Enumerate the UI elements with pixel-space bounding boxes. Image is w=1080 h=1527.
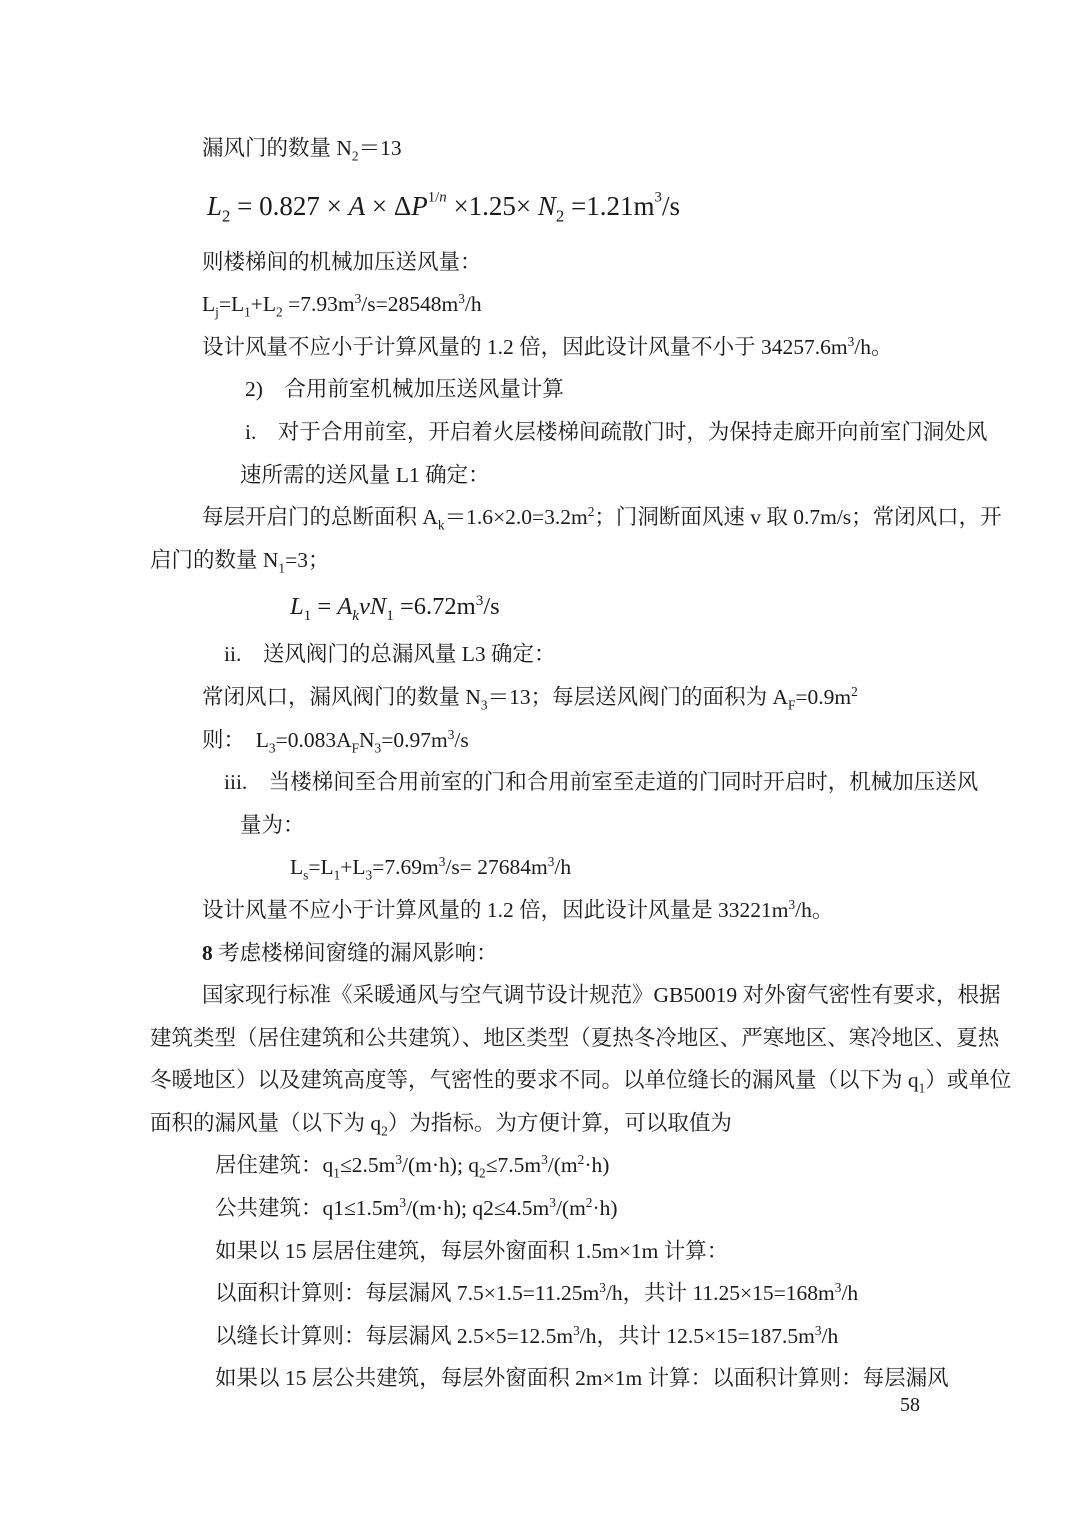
doc-line: 每层开启门的总断面积 $A_k=1.6\times 2.0=3.2m^2$；门洞断面风速 v 取 0.7m/s；常闭风口，开 [202,504,1002,533]
doc-line: 则楼梯间的机械加压送风量： [202,249,482,274]
formula-l1: $L_1 = A_kvN_1 =6.72m^3/s$ [290,592,500,625]
list-item-ii: ii. 送风阀门的总漏风量 L3 确定： [224,642,556,667]
doc-line: 设计风量不应小于计算风量的 1.2 倍，因此设计风量是 $33221m^3/h$。 [202,896,834,922]
doc-line: 居住建筑：$q_1\le 2.5m^3/(m\cdot h)$; $q_2\le 7.5m^3/(m^2\cdot h)$ [215,1152,610,1181]
page-number: 58 [900,1394,920,1416]
doc-line: 启门的数量 $N_1=3$； [150,547,330,576]
formula-l3: 则： $L_3=0.083A_FN_3=0.97m^3/s$ [202,726,469,755]
doc-line: 以缝长计算则：每层漏风 $2.5\times 5=12.5m^3/h$，共计 $12.5\times 15=187.5m^3/h$ [215,1322,839,1348]
doc-line: 以面积计算则：每层漏风 $7.5\times 1.5=11.25m^3/h$，共计 $11.25\times 15=168m^3/h$ [215,1280,859,1306]
doc-line: 如果以 15 层居住建筑，每层外窗面积 1.5m×1m 计算： [215,1238,729,1263]
doc-line: 公共建筑：$q1\le 1.5m^3/(m\cdot h)$; $q2\le 4.5m^3/(m^2\cdot h)$ [215,1194,618,1221]
doc-line: 如果以 15 层公共建筑，每层外窗面积 2m×1m 计算：以面积计算则：每层漏风 [215,1366,949,1391]
doc-line: 建筑类型（居住建筑和公共建筑）、地区类型（夏热冬冷地区、严寒地区、寒冷地区、夏热 [150,1025,1000,1050]
doc-line: 量为： [240,812,305,837]
doc-line: 面积的漏风量（以下为 $q_2$）为指标。为方便计算，可以取值为 [150,1110,732,1139]
formula-l2: $L_2 = 0.827 \times A \times \Delta P^{1/n} \times 1.25\times N_2 =1.21m^3/s$ [207,189,680,225]
list-item-iii: iii. 当楼梯间至合用前室的门和合用前室至走道的门同时开启时，机械加压送风 [224,770,979,795]
doc-line: 冬暖地区）以及建筑高度等，气密性的要求不同。以单位缝长的漏风量（以下为 $q_1$）或单位 [150,1068,1012,1096]
list-item-i: i. 对于合用前室，开启着火层楼梯间疏散门时，为保持走廊开向前室门洞处风 [245,419,988,444]
doc-line: 常闭风口，漏风阀门的数量 $N_3=13$；每层送风阀门的面积为 $A_F=0.9m^2$ [202,683,858,713]
doc-line: 国家现行标准《采暖通风与空气调节设计规范》GB50019 对外窗气密性有要求，根据 [202,983,1001,1008]
formula-lj: $L_j=L_1+L_2 =7.93m^3/s=28548m^3/h$ [202,291,482,320]
doc-line: 漏风门的数量 $N_2=13$ [202,136,402,164]
formula-ls: $L_s=L_1+L_3=7.69m^3/s= 27684m^3/h$ [290,854,572,883]
doc-line: 设计风量不应小于计算风量的 1.2 倍，因此设计风量不小于 $34257.6m^3/h$。 [202,333,893,359]
doc-line: 速所需的送风量 L1 确定： [240,462,490,487]
section-heading-8: 8 考虑楼梯间窗缝的漏风影响： [202,940,498,965]
list-item-2: 2) 合用前室机械加压送风量计算 [245,377,564,402]
